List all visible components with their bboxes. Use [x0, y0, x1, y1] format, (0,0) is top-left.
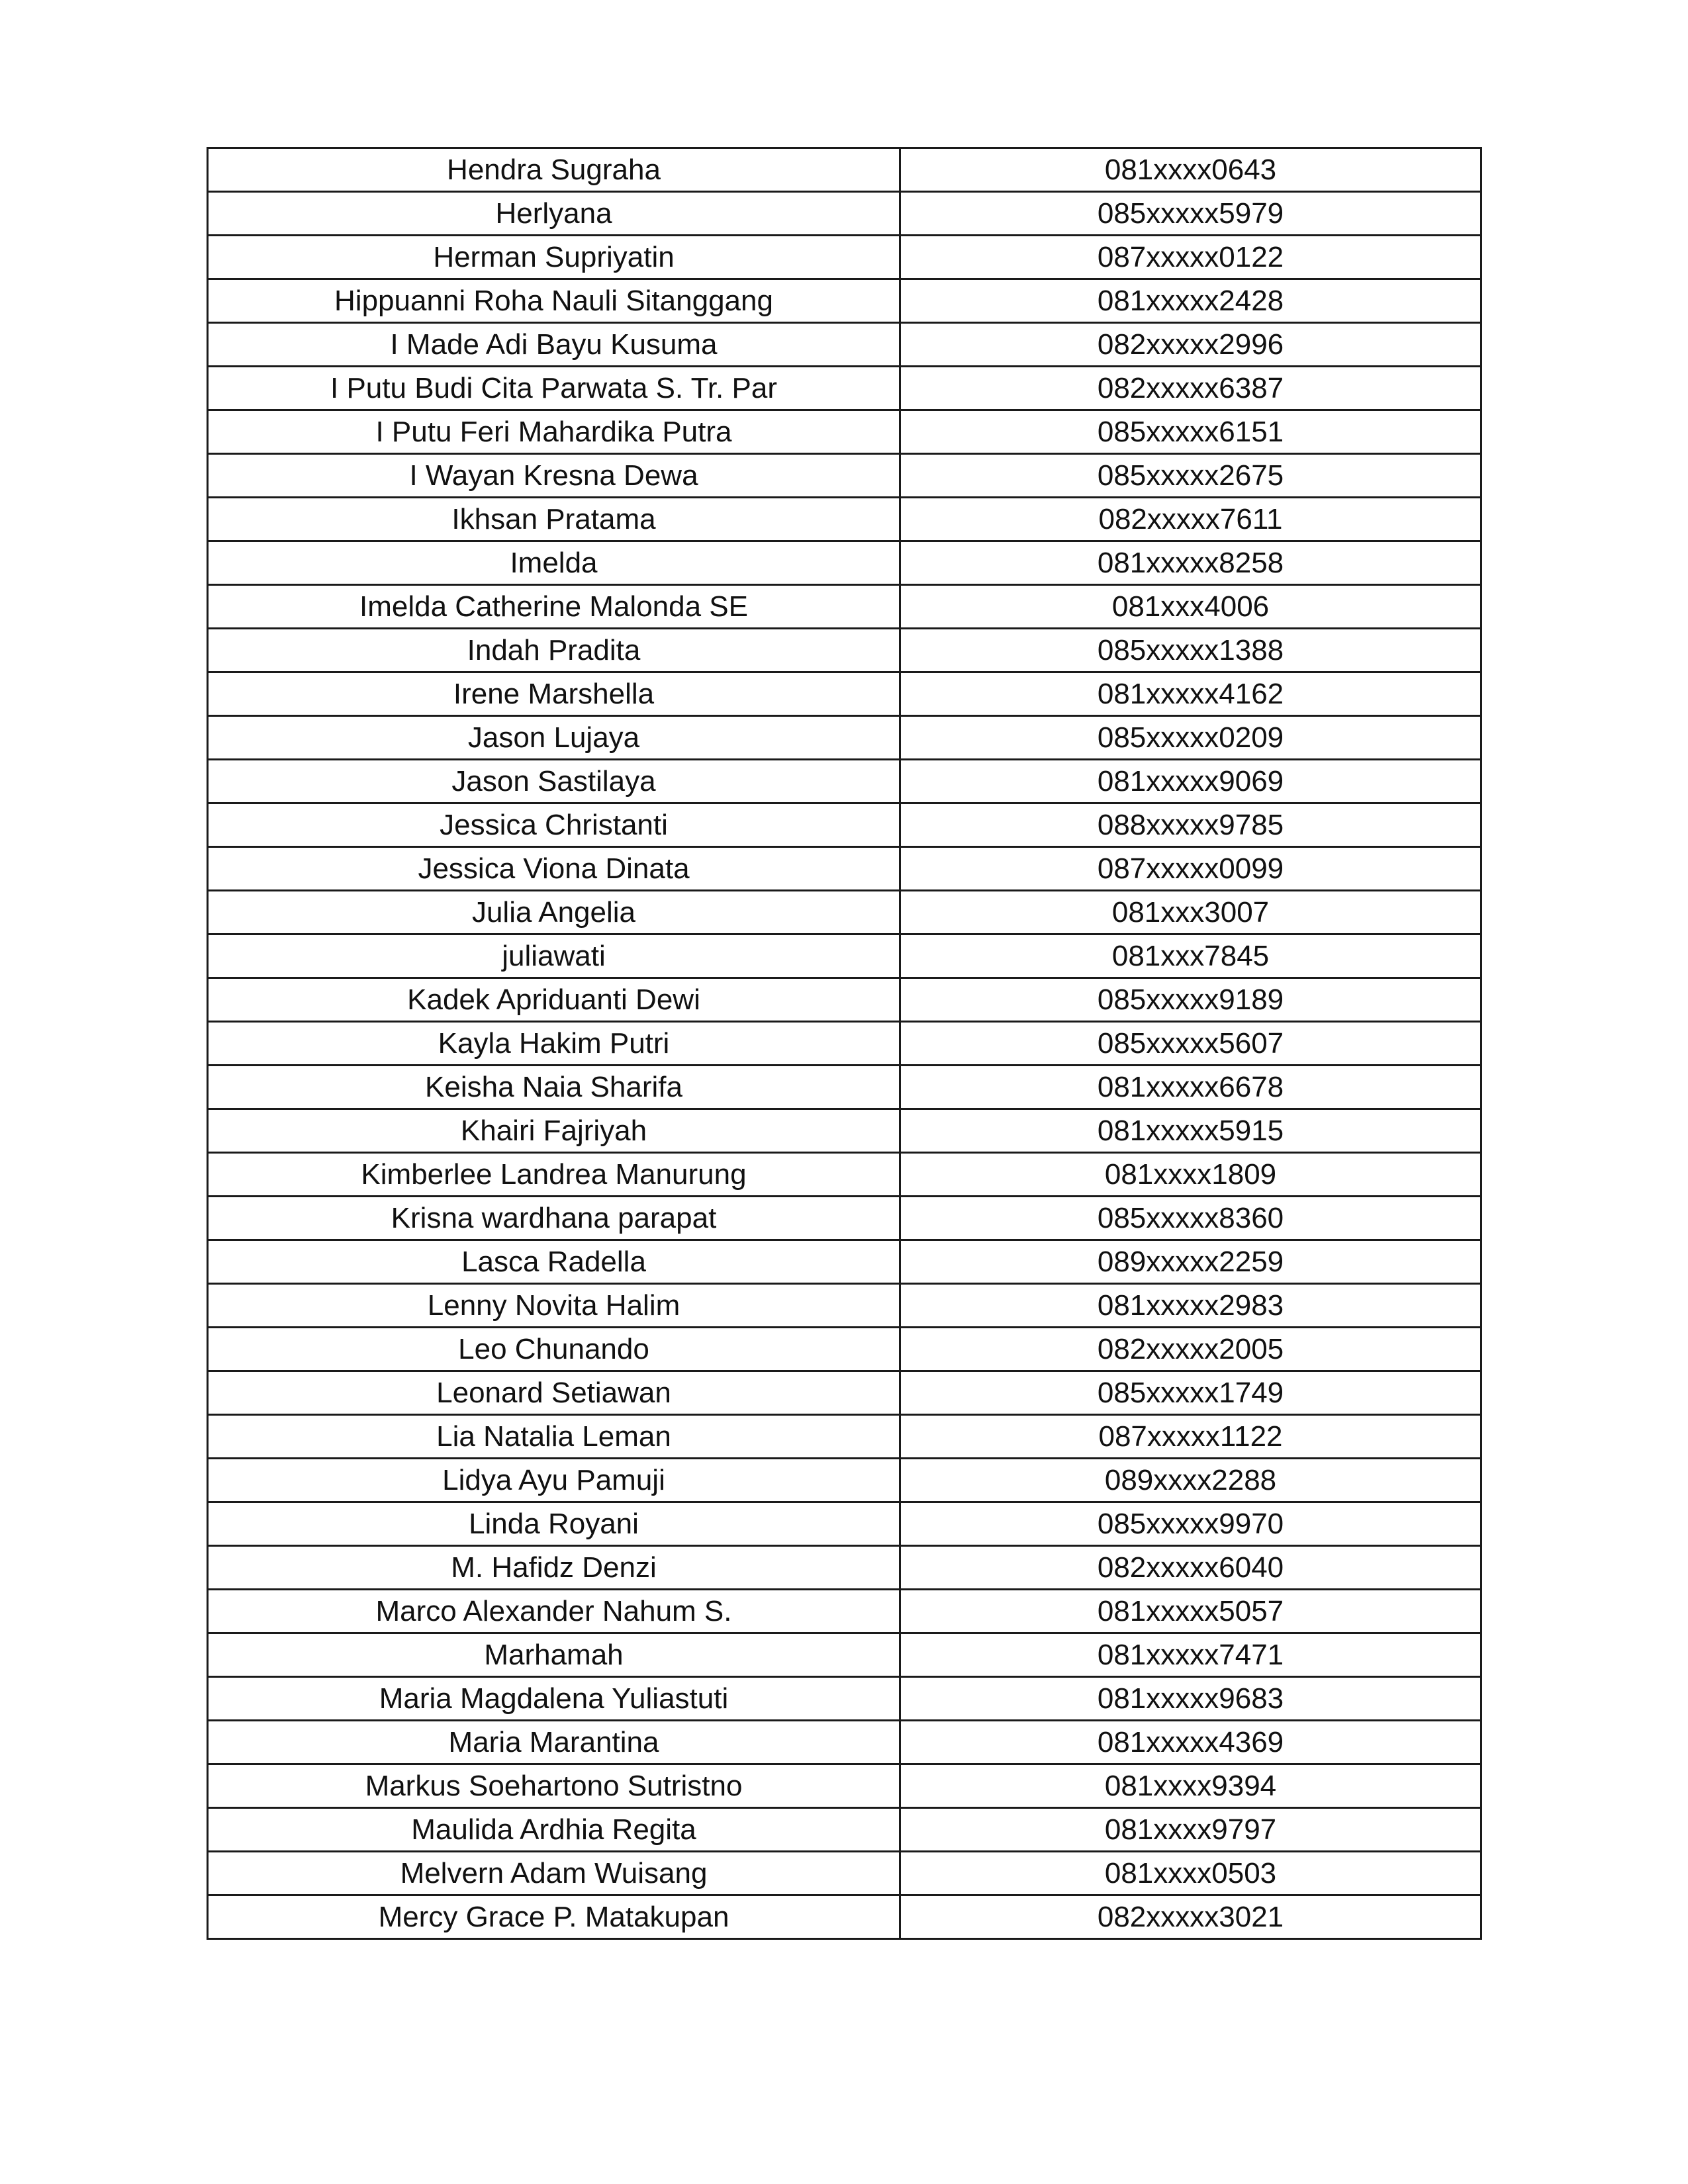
- table-row: [208, 1895, 1481, 1939]
- phone-cell: 081xxxxx9069: [900, 760, 1481, 803]
- phone-cell: 082xxxxx7611: [900, 498, 1481, 541]
- phone-cell: 085xxxxx6151: [900, 410, 1481, 454]
- table-row: [208, 847, 1481, 891]
- table-row: [208, 323, 1481, 367]
- table-row: [208, 454, 1481, 498]
- phone-cell: 087xxxxx1122: [900, 1415, 1481, 1459]
- phone-cell: 081xxxxx6678: [900, 1066, 1481, 1109]
- name-cell: I Wayan Kresna Dewa: [208, 454, 900, 498]
- name-cell: Hippuanni Roha Nauli Sitanggang: [208, 279, 900, 323]
- table-row: [208, 541, 1481, 585]
- table-row: [208, 1022, 1481, 1066]
- phone-cell: 081xxx4006: [900, 585, 1481, 629]
- table-row: [208, 1764, 1481, 1808]
- phone-cell: 082xxxxx6040: [900, 1546, 1481, 1590]
- table-row: [208, 1808, 1481, 1852]
- name-cell: Herman Supriyatin: [208, 236, 900, 279]
- phone-cell: 085xxxxx5607: [900, 1022, 1481, 1066]
- name-cell: Irene Marshella: [208, 672, 900, 716]
- table-row: [208, 978, 1481, 1022]
- phone-cell: 085xxxxx5979: [900, 192, 1481, 236]
- table-row: [208, 1633, 1481, 1677]
- table-row: [208, 1852, 1481, 1895]
- table-row: [208, 1546, 1481, 1590]
- table-row: [208, 1721, 1481, 1764]
- table-row: [208, 760, 1481, 803]
- phone-cell: 081xxxxx4369: [900, 1721, 1481, 1764]
- table-row: [208, 934, 1481, 978]
- phone-cell: 089xxxxx2259: [900, 1240, 1481, 1284]
- table-row: [208, 1371, 1481, 1415]
- phone-cell: 081xxx3007: [900, 891, 1481, 934]
- name-cell: Imelda Catherine Malonda SE: [208, 585, 900, 629]
- table-row: [208, 1109, 1481, 1153]
- table-row: [208, 498, 1481, 541]
- contacts-table-body: [208, 148, 1481, 1939]
- name-cell: juliawati: [208, 934, 900, 978]
- name-cell: Jason Lujaya: [208, 716, 900, 760]
- phone-cell: 081xxxx1809: [900, 1153, 1481, 1197]
- name-cell: Melvern Adam Wuisang: [208, 1852, 900, 1895]
- phone-cell: 087xxxxx0122: [900, 236, 1481, 279]
- phone-cell: 081xxxx9394: [900, 1764, 1481, 1808]
- phone-cell: 081xxxxx2983: [900, 1284, 1481, 1328]
- name-cell: Maria Magdalena Yuliastuti: [208, 1677, 900, 1721]
- name-cell: Imelda: [208, 541, 900, 585]
- name-cell: Jessica Viona Dinata: [208, 847, 900, 891]
- name-cell: Lasca Radella: [208, 1240, 900, 1284]
- table-row: [208, 585, 1481, 629]
- name-cell: Marco Alexander Nahum S.: [208, 1590, 900, 1633]
- table-row: [208, 891, 1481, 934]
- table-row: [208, 1153, 1481, 1197]
- name-cell: Jason Sastilaya: [208, 760, 900, 803]
- phone-cell: 089xxxx2288: [900, 1459, 1481, 1502]
- name-cell: I Putu Feri Mahardika Putra: [208, 410, 900, 454]
- table-row: [208, 1459, 1481, 1502]
- name-cell: Lenny Novita Halim: [208, 1284, 900, 1328]
- name-cell: Leonard Setiawan: [208, 1371, 900, 1415]
- name-cell: Leo Chunando: [208, 1328, 900, 1371]
- name-cell: Krisna wardhana parapat: [208, 1197, 900, 1240]
- phone-cell: 085xxxxx1749: [900, 1371, 1481, 1415]
- phone-cell: 081xxxx0643: [900, 148, 1481, 192]
- table-row: [208, 1328, 1481, 1371]
- table-row: [208, 672, 1481, 716]
- phone-cell: 081xxxxx5057: [900, 1590, 1481, 1633]
- phone-cell: 081xxxxx2428: [900, 279, 1481, 323]
- table-row: [208, 1677, 1481, 1721]
- name-cell: I Putu Budi Cita Parwata S. Tr. Par: [208, 367, 900, 410]
- name-cell: Ikhsan Pratama: [208, 498, 900, 541]
- name-cell: Kadek Apriduanti Dewi: [208, 978, 900, 1022]
- table-row: [208, 148, 1481, 192]
- table-row: [208, 1284, 1481, 1328]
- table-row: [208, 1066, 1481, 1109]
- table-row: [208, 803, 1481, 847]
- name-cell: Keisha Naia Sharifa: [208, 1066, 900, 1109]
- name-cell: Marhamah: [208, 1633, 900, 1677]
- name-cell: Herlyana: [208, 192, 900, 236]
- name-cell: Lia Natalia Leman: [208, 1415, 900, 1459]
- name-cell: Hendra Sugraha: [208, 148, 900, 192]
- phone-cell: 082xxxxx2996: [900, 323, 1481, 367]
- phone-cell: 081xxxxx7471: [900, 1633, 1481, 1677]
- table-row: [208, 367, 1481, 410]
- table-row: [208, 1197, 1481, 1240]
- phone-cell: 081xxxx9797: [900, 1808, 1481, 1852]
- phone-cell: 082xxxxx2005: [900, 1328, 1481, 1371]
- table-row: [208, 1415, 1481, 1459]
- name-cell: Maria Marantina: [208, 1721, 900, 1764]
- name-cell: Maulida Ardhia Regita: [208, 1808, 900, 1852]
- name-cell: Jessica Christanti: [208, 803, 900, 847]
- name-cell: Lidya Ayu Pamuji: [208, 1459, 900, 1502]
- name-cell: Linda Royani: [208, 1502, 900, 1546]
- phone-cell: 085xxxxx2675: [900, 454, 1481, 498]
- phone-cell: 087xxxxx0099: [900, 847, 1481, 891]
- table-row: [208, 716, 1481, 760]
- name-cell: Khairi Fajriyah: [208, 1109, 900, 1153]
- phone-cell: 085xxxxx8360: [900, 1197, 1481, 1240]
- name-cell: Julia Angelia: [208, 891, 900, 934]
- phone-cell: 088xxxxx9785: [900, 803, 1481, 847]
- phone-cell: 081xxxx0503: [900, 1852, 1481, 1895]
- name-cell: Indah Pradita: [208, 629, 900, 672]
- name-cell: M. Hafidz Denzi: [208, 1546, 900, 1590]
- phone-cell: 081xxxxx5915: [900, 1109, 1481, 1153]
- phone-cell: 081xxxxx8258: [900, 541, 1481, 585]
- phone-cell: 082xxxxx3021: [900, 1895, 1481, 1939]
- table-row: [208, 1240, 1481, 1284]
- name-cell: Kayla Hakim Putri: [208, 1022, 900, 1066]
- phone-cell: 082xxxxx6387: [900, 367, 1481, 410]
- table-row: [208, 410, 1481, 454]
- table-row: [208, 1502, 1481, 1546]
- table-row: [208, 279, 1481, 323]
- phone-cell: 081xxx7845: [900, 934, 1481, 978]
- phone-cell: 085xxxxx0209: [900, 716, 1481, 760]
- contacts-table: [207, 147, 1482, 1940]
- phone-cell: 081xxxxx9683: [900, 1677, 1481, 1721]
- table-row: [208, 629, 1481, 672]
- name-cell: Markus Soehartono Sutristno: [208, 1764, 900, 1808]
- phone-cell: 085xxxxx9970: [900, 1502, 1481, 1546]
- phone-cell: 081xxxxx4162: [900, 672, 1481, 716]
- name-cell: Kimberlee Landrea Manurung: [208, 1153, 900, 1197]
- table-row: [208, 1590, 1481, 1633]
- table-row: [208, 192, 1481, 236]
- phone-cell: 085xxxxx1388: [900, 629, 1481, 672]
- table-row: [208, 236, 1481, 279]
- name-cell: I Made Adi Bayu Kusuma: [208, 323, 900, 367]
- phone-cell: 085xxxxx9189: [900, 978, 1481, 1022]
- name-cell: Mercy Grace P. Matakupan: [208, 1895, 900, 1939]
